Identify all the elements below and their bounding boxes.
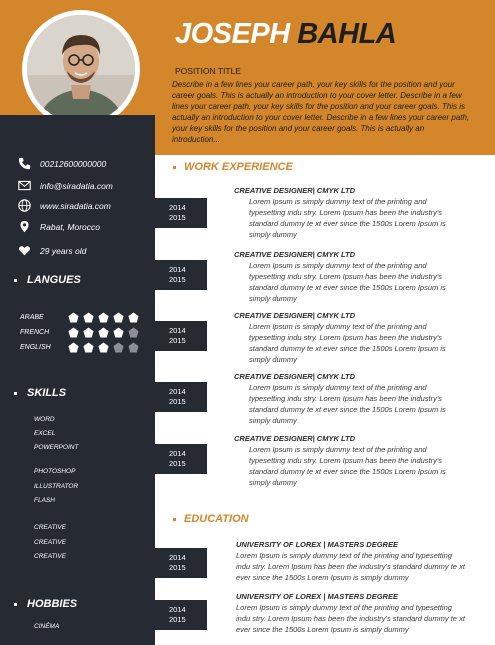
language-row bbox=[20, 327, 150, 338]
contact-email bbox=[18, 179, 113, 192]
rating-filled-icon bbox=[128, 312, 139, 323]
language-rating bbox=[68, 312, 139, 323]
candidate-name bbox=[175, 18, 396, 51]
job-entry bbox=[234, 372, 464, 426]
rating-filled-icon bbox=[98, 342, 109, 353]
job-title: CREATIVE DESIGNER| CMYK LTD bbox=[234, 372, 355, 381]
rating-filled-icon bbox=[98, 312, 109, 323]
heart-icon bbox=[18, 244, 31, 257]
year-start: 2014 bbox=[169, 203, 186, 212]
education-description: Lorem Ipsum is simply dummy text of the printing and typesetting indu stry. Lorem Ipsum has been the industry's standard dummy te xt ever since the 1500s Lorem Ipsum is simply dummy bbox=[236, 603, 465, 634]
year-start: 2014 bbox=[169, 265, 186, 274]
hobby-item: CINÉMA bbox=[34, 623, 60, 630]
job-entry bbox=[234, 250, 464, 304]
location-pin-icon bbox=[18, 220, 31, 233]
languages-heading bbox=[14, 274, 81, 286]
rating-filled-icon bbox=[68, 342, 79, 353]
contact-age bbox=[18, 244, 86, 257]
sidebar bbox=[0, 115, 155, 645]
skill-item: CREATIVE bbox=[34, 553, 67, 560]
education-title: EDUCATION bbox=[184, 513, 249, 525]
rating-filled-icon bbox=[113, 312, 124, 323]
phone-icon bbox=[18, 157, 31, 170]
year-end: 2015 bbox=[169, 563, 186, 572]
year-end: 2015 bbox=[169, 397, 186, 406]
education-description: Lorem Ipsum is simply dummy text of the printing and typesetting indu stry. Lorem Ipsum has been the industry's standard dummy te xt ever since the 1500s Lorem Ipsum is simply dummy bbox=[236, 551, 465, 582]
contact-phone bbox=[18, 157, 106, 170]
intro-text: Describe in a few lines your career path, your key skills for the position and your career goals. This is actually an introduction to your cover letter. Describe in a few lines your career path, your key skills for the position and your career goals. This is actually an introduction to your cover letter. Describe in a few lines your career path, your key skills for the position and your career goals. This is actually an introduction... bbox=[172, 80, 470, 144]
job-title: CREATIVE DESIGNER| CMYK LTD bbox=[234, 311, 355, 320]
year-tab bbox=[155, 600, 207, 630]
job-title: CREATIVE DESIGNER| CMYK LTD bbox=[234, 186, 355, 195]
language-rating bbox=[68, 342, 139, 353]
year-start: 2014 bbox=[169, 605, 186, 614]
work-experience-heading bbox=[173, 161, 293, 173]
last-name: BAHLA bbox=[297, 18, 397, 50]
year-tab bbox=[155, 198, 207, 228]
contact-location bbox=[18, 220, 100, 233]
year-tab bbox=[155, 548, 207, 578]
heading-bullet bbox=[14, 392, 17, 395]
language-row bbox=[20, 342, 150, 353]
job-description: Lorem Ipsum is simply dummy text of the printing and typesetting indu stry. Lorem Ipsum has been the industry's standard dummy te xt ever since the 1500s Lorem Ipsum is simply dummy bbox=[249, 445, 446, 487]
year-tab bbox=[155, 321, 207, 351]
education-entry bbox=[236, 540, 468, 583]
language-name: ARABE bbox=[20, 314, 44, 321]
sidebar-top-shape bbox=[0, 115, 155, 155]
skills-heading bbox=[14, 387, 66, 399]
heading-bullet bbox=[173, 166, 176, 169]
rating-filled-icon bbox=[98, 327, 109, 338]
skill-item: ILLUSTRATOR bbox=[34, 483, 79, 490]
rating-filled-icon bbox=[83, 327, 94, 338]
language-rating bbox=[68, 327, 139, 338]
location-text: Rabat, Morocco bbox=[40, 221, 100, 232]
rating-empty-icon bbox=[113, 342, 124, 353]
skills-title: SKILLS bbox=[27, 387, 67, 399]
work-title: WORK EXPERIENCE bbox=[184, 161, 293, 173]
education-entry bbox=[236, 592, 468, 635]
year-start: 2014 bbox=[169, 449, 186, 458]
skill-item: WORD bbox=[34, 416, 55, 423]
language-name: ENGLISH bbox=[20, 344, 51, 351]
rating-filled-icon bbox=[83, 312, 94, 323]
skill-item: FLASH bbox=[34, 497, 55, 504]
education-title-text: UNIVERSITY OF LOREX | MASTERS DEGREE bbox=[236, 592, 398, 601]
globe-icon bbox=[18, 199, 31, 212]
year-end: 2015 bbox=[169, 275, 186, 284]
email-text: info@siradatia.com bbox=[40, 180, 113, 191]
job-entry bbox=[234, 186, 464, 240]
year-end: 2015 bbox=[169, 336, 186, 345]
job-entry bbox=[234, 434, 464, 488]
job-title: CREATIVE DESIGNER| CMYK LTD bbox=[234, 250, 355, 259]
job-description: Lorem Ipsum is simply dummy text of the printing and typesetting indu stry. Lorem Ipsum has been the industry's standard dummy te xt ever since the 1500s Lorem Ipsum is simply dummy bbox=[249, 197, 446, 239]
contact-website bbox=[18, 199, 111, 212]
year-tab bbox=[155, 382, 207, 412]
rating-filled-icon bbox=[68, 327, 79, 338]
envelope-icon bbox=[18, 179, 31, 192]
rating-empty-icon bbox=[128, 342, 139, 353]
rating-empty-icon bbox=[128, 327, 139, 338]
languages-title: LANGUES bbox=[27, 274, 81, 286]
heading-bullet bbox=[14, 603, 17, 606]
year-start: 2014 bbox=[169, 553, 186, 562]
job-description: Lorem Ipsum is simply dummy text of the printing and typesetting indu stry. Lorem Ipsum has been the industry's standard dummy te xt ever since the 1500s Lorem Ipsum is simply dummy bbox=[249, 322, 446, 364]
age-text: 29 years old bbox=[40, 245, 87, 256]
rating-filled-icon bbox=[68, 312, 79, 323]
skill-item: CREATIVE bbox=[34, 524, 67, 531]
job-description: Lorem Ipsum is simply dummy text of the printing and typesetting indu stry. Lorem Ipsum has been the industry's standard dummy te xt ever since the 1500s Lorem Ipsum is simply dummy bbox=[249, 383, 446, 425]
skill-item: PHOTOSHOP bbox=[34, 468, 76, 475]
year-end: 2015 bbox=[169, 213, 186, 222]
year-tab bbox=[155, 444, 207, 474]
language-row bbox=[20, 312, 150, 323]
skill-item: CREATIVE bbox=[34, 539, 67, 546]
first-name: JOSEPH bbox=[175, 18, 290, 50]
job-title: CREATIVE DESIGNER| CMYK LTD bbox=[234, 434, 355, 443]
skill-item: POWERPOINT bbox=[34, 444, 79, 451]
heading-bullet bbox=[14, 279, 17, 282]
skill-item: EXCEL bbox=[34, 430, 56, 437]
education-title-text: UNIVERSITY OF LOREX | MASTERS DEGREE bbox=[236, 540, 398, 549]
year-tab bbox=[155, 260, 207, 290]
education-heading bbox=[173, 513, 249, 525]
year-end: 2015 bbox=[169, 615, 186, 624]
job-entry bbox=[234, 311, 464, 365]
position-title: POSITION TITLE bbox=[175, 66, 241, 76]
year-start: 2014 bbox=[169, 387, 186, 396]
hobbies-heading bbox=[14, 598, 77, 610]
website-text: www.siradatia.com bbox=[40, 200, 111, 211]
rating-filled-icon bbox=[83, 342, 94, 353]
job-description: Lorem Ipsum is simply dummy text of the printing and typesetting indu stry. Lorem Ipsum has been the industry's standard dummy te xt ever since the 1500s Lorem Ipsum is simply dummy bbox=[249, 261, 446, 303]
hobbies-title: HOBBIES bbox=[27, 598, 78, 610]
phone-text: 00212600000000 bbox=[40, 158, 107, 169]
heading-bullet bbox=[173, 518, 176, 521]
profile-photo bbox=[27, 15, 135, 123]
language-name: FRENCH bbox=[20, 329, 50, 336]
year-end: 2015 bbox=[169, 459, 186, 468]
rating-filled-icon bbox=[113, 327, 124, 338]
year-start: 2014 bbox=[169, 326, 186, 335]
